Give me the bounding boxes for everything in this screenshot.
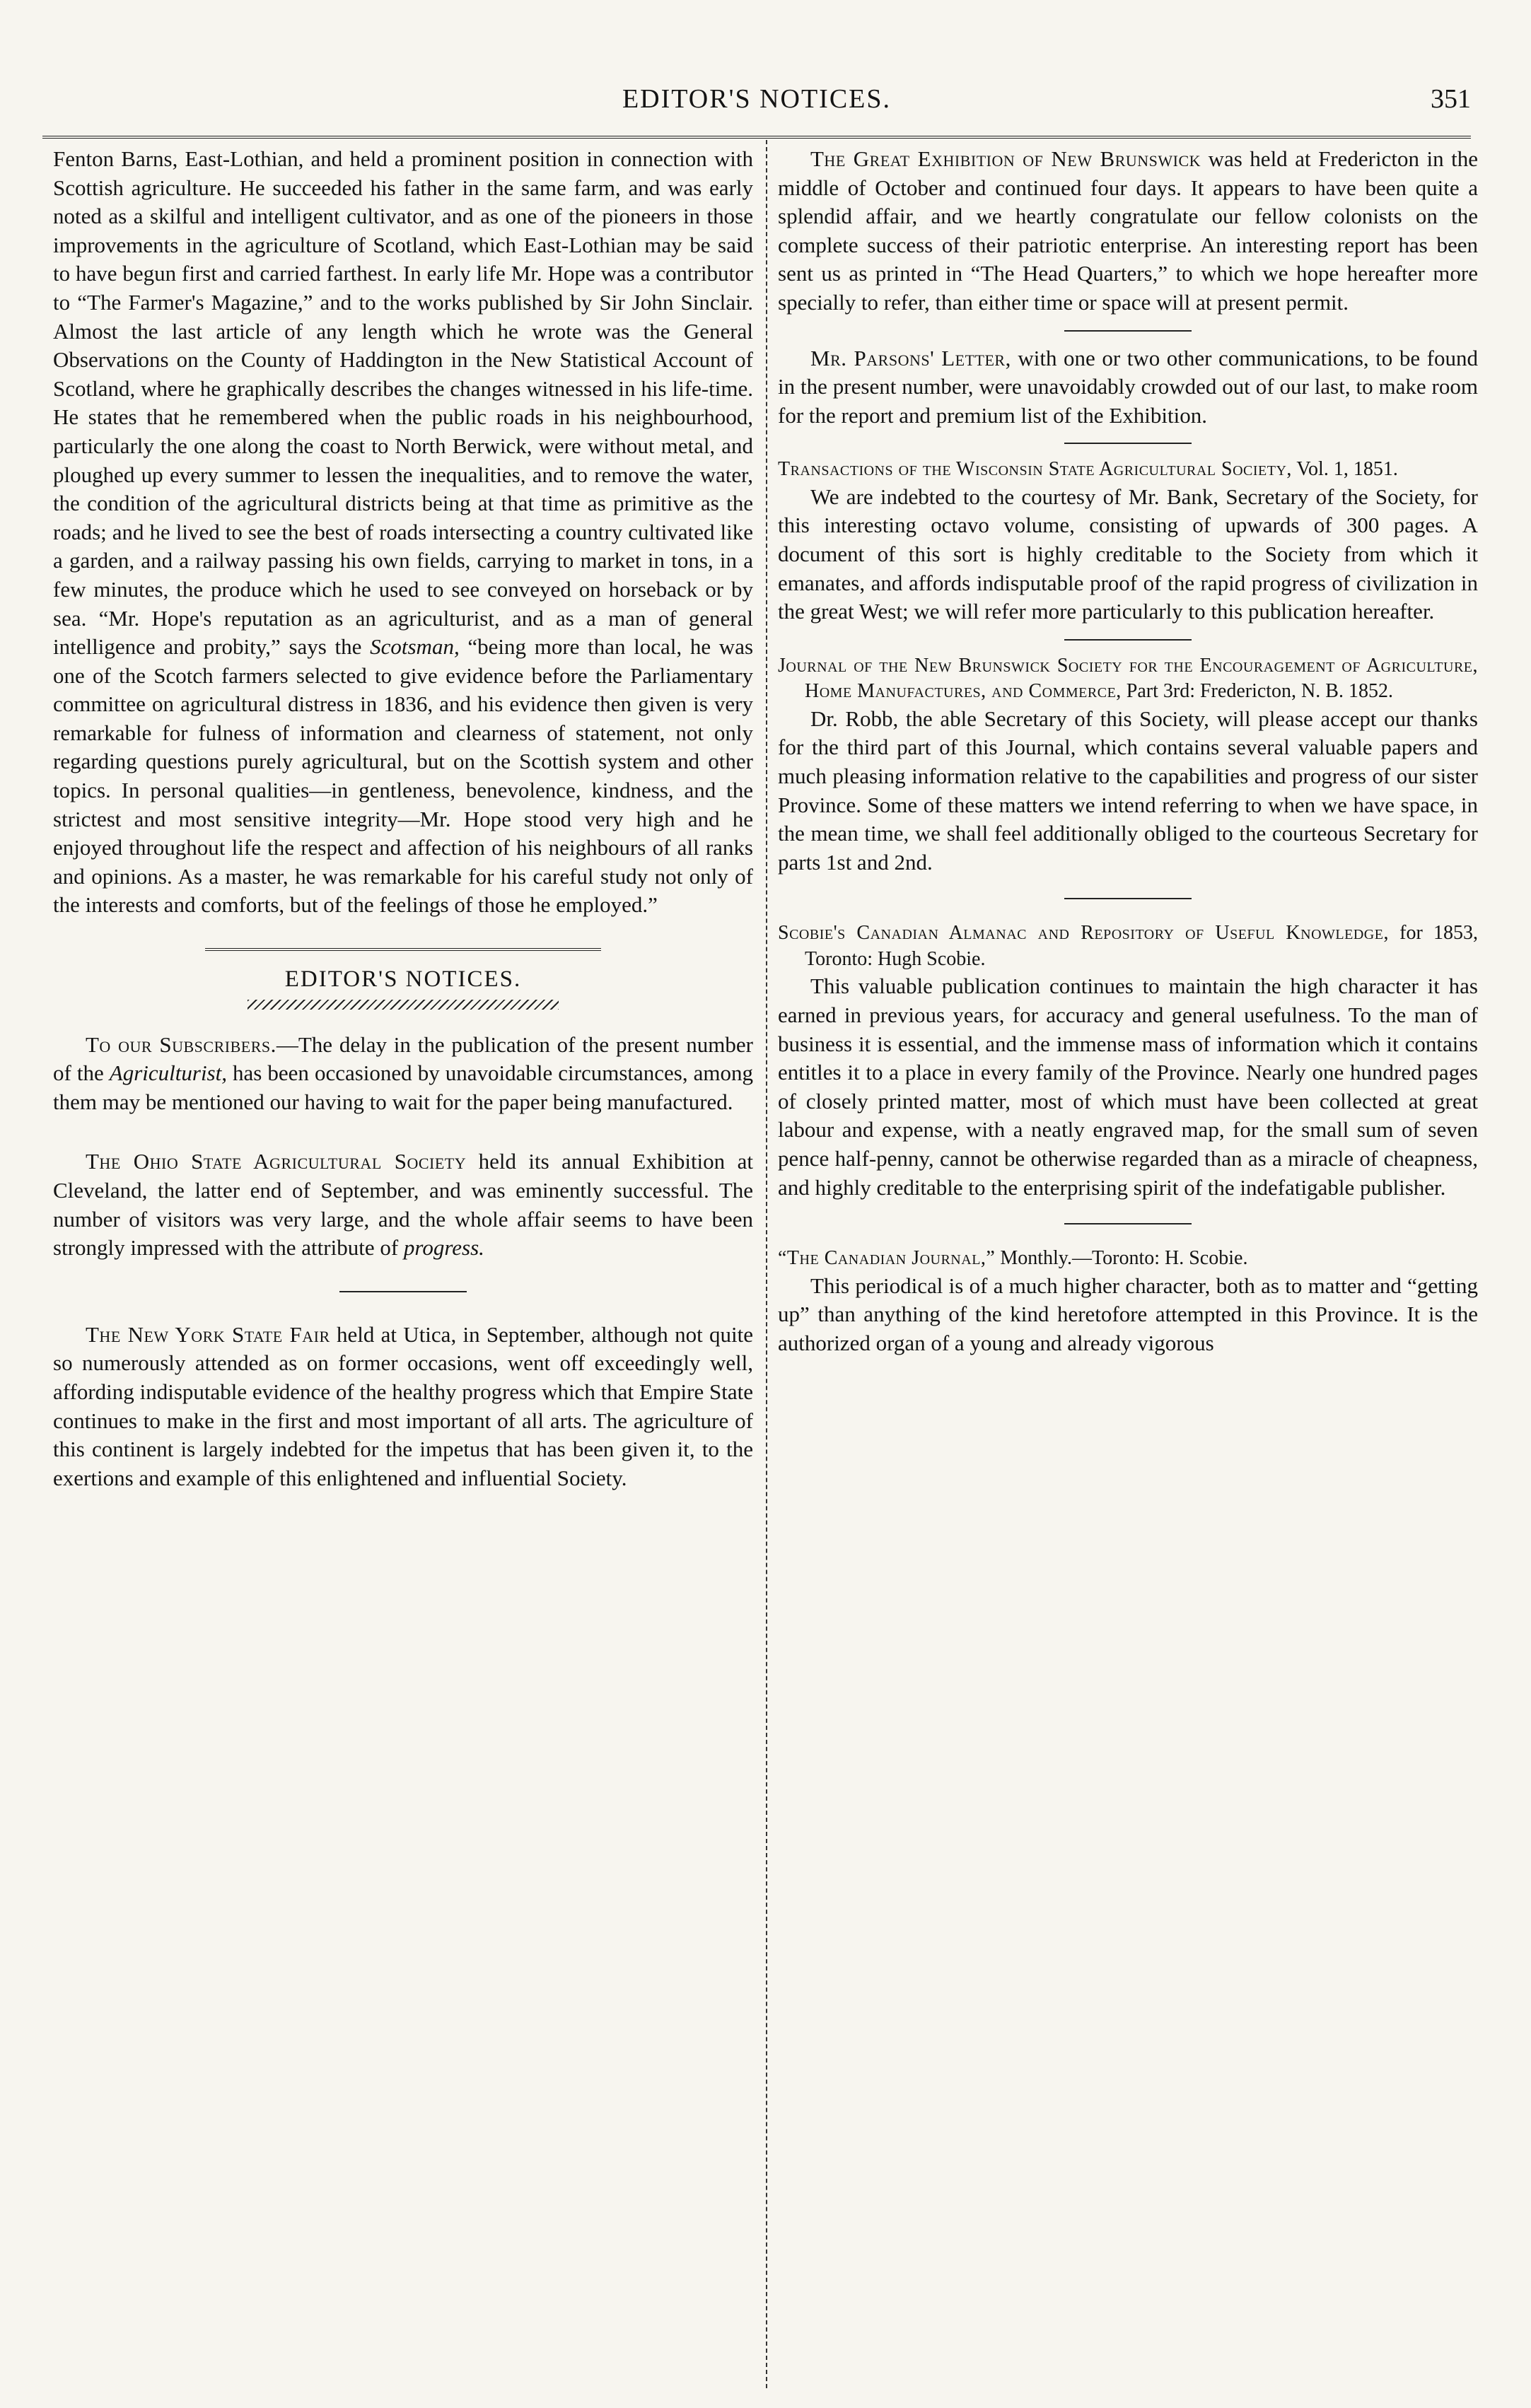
notice-text-end: has been occasioned by unavoidable circumstances, among them may be mentioned our having to wait for the paper being manufactured. [53,1060,754,1114]
decorative-rule [205,948,601,951]
notice-italic: Agriculturist, [109,1060,227,1086]
notice-subscribers [53,1031,753,1117]
obituary-continuation [53,145,753,920]
notice-text: held at Utica, in September, although not quite so numerously attended as on former occasions, went off exceedingly well, affording indisputable evidence of the healthy progress which that Empire State continues to make in the first and most important of all arts. The agriculture of this continent is largely indebted for the impetus that has been given it, to the exertions and example of this enlightened and influential Society. [53,1321,753,1490]
review-title: Transactions of the Wisconsin State Agricultural Society, [778,458,1292,481]
notice-separator [1064,330,1192,332]
wavy-ornament [248,1000,559,1010]
section-heading: EDITOR'S NOTICES. [284,966,522,993]
review-title-wisconsin [778,457,1478,483]
review-title: Journal of the New Brunswick Society for the Encouragement of Agriculture, Home Manufactures, and Commerce, [778,654,1478,703]
review-title-almanac [778,920,1478,972]
column-divider [766,140,767,2388]
notice-separator [1064,639,1192,641]
notice-great-exhibition [778,145,1478,317]
review-title-nb-journal [778,653,1478,705]
notice-text: held its annual Exhibition at Cleveland, the latter end of September, and was eminently successful. The number of visitors was very large, and the whole affair seems to have been strongly impressed with the attribute of [53,1149,754,1261]
spacer [53,1132,753,1147]
continuation-italic: Scotsman, [370,634,460,660]
review-title: “The Canadian Journal,” [778,1247,996,1270]
notice-lead: Mr. Parsons' Letter, [810,345,1011,370]
notice-new-york [53,1321,753,1493]
spacer [53,1116,753,1132]
notice-text: with one or two other communications, to be found in the present number, were unavoidably crowded out of our last, to make room for the report and premium list of the Exhibition. [778,345,1478,428]
review-title: Scobie's Canadian Almanac and Repository of Useful Knowledge, [778,922,1389,945]
notice-parsons [778,344,1478,431]
review-title-rest: for 1853, Toronto: Hugh Scobie. [805,922,1479,970]
review-wisconsin: We are indebted to the courtesy of Mr. Bank, Secretary of the Society, for this interesting octavo volume, consisting of upwards of 300 pages. A document of this sort is highly creditable to the Society from which it emanates, and affords indisputable proof of the rapid progress of civilization in the great West; we will refer more particularly to this publication hereafter. [778,484,1478,624]
notice-text: —The delay in the publication of the present number of the [53,1031,753,1086]
notice-separator [1064,1223,1192,1225]
notice-italic: progress. [403,1235,484,1261]
running-title: EDITOR'S NOTICES. [622,84,892,114]
review-title-rest: Monthly.—Toronto: H. Scobie. [1000,1247,1248,1270]
notice-lead: To our Subscribers. [86,1031,276,1057]
notice-text: was held at Fredericton in the middle of October and continued four days. It appears to have been quite a splendid affair, and we heartly congratulate our fellow colonists on the complete success of their patriotic enterprise. An interesting report has been sent us as printed in “The Head Quarters,” to which we hope hereafter more specially to refer, than either time or space will at present permit. [778,146,1478,315]
review-title-rest: Vol. 1, 1851. [1296,458,1398,481]
left-column [53,145,753,1492]
notice-separator [1064,443,1192,444]
review-title-canadian-journal [778,1246,1478,1272]
continuation-text: Fenton Barns, East-Lothian, and held a prominent position in connection with Scottish agriculture. He succeeded his father in the same farm, and was early noted as a skilful and intelligent cultivator, and as one of the pioneers in those improvements in the agriculture of Scotland, which East-Lothian may be said to have begun first and carried farthest. In early life Mr. Hope was a contributor to “The Farmer's Magazine,” and to the works published by Sir John Sinclair. Almost the last article of any length which he wrote was the General Observations on the County of Haddington in the New Statistical Account of Scotland, where he graphically describes the changes witnessed in his life-time. He states that he remembered when the public roads in his neighbourhood, particularly the one along the coast to North Berwick, were without metal, and ploughed up every summer to lessen the inequalities, and to remove the water, the condition of the agricultural districts being at that time as primitive as the roads; and he lived to see the best of roads intersecting a country cultivated like a garden, and a railway passing his own fields, carrying to market in tons, in a few minutes, the produce which he used to see conveyed on horseback or by sea. “Mr. Hope's reputation as an agriculturist, and as a man of general intelligence and probity,” says the [53,146,753,660]
notice-ohio [53,1147,753,1262]
right-column [778,145,1478,1357]
notice-lead: The New York State Fair [86,1321,330,1347]
notice-separator [1064,898,1192,899]
review-almanac: This valuable publication continues to maintain the high character it has earned in previous years, for accuracy and general usefulness. To the man of business it is essential, and the immense mass of information which it contains entitles it to a place in every family of the Province. Nearly one hundred pages of closely printed matter, most of which must have been collected at great labour and expense, with a neatly engraved map, for the small sum of seven pence half-penny, cannot be otherwise regarded than as a miracle of cheapness, and highly creditable to the enterprising spirit of the indefatigable publisher. [778,974,1478,1200]
notice-lead: The Great Exhibition of New Brunswick [810,146,1201,171]
notice-separator [339,1291,467,1292]
header-rule [42,136,1471,139]
page-header [42,83,1471,127]
review-nb-journal: Dr. Robb, the able Secretary of this Society, will please accept our thanks for the third part of this Journal, which contains several valuable papers and much pleasing information relative to the capabilities and progress of our sister Province. Some of these matters we intend referring to when we have space, in the mean time, we shall feel additionally obliged to the courteous Secretary for parts 1st and 2nd. [778,706,1478,875]
continuation-end: “being more than local, he was one of the Scotch farmers selected to give evidence before the Parliamentary committee on agricultural distress in 1836, and his evidence then given is very remarkable for fulness of information and clearness of statement, not only regarding questions purely agricultural, but on the Scottish system and other topics. In personal qualities—in gentleness, benevolence, kindness, and the strictest and most sensitive integrity—Mr. Hope stood very high and he enjoyed throughout life the respect and affection of his neighbours of all ranks and opinions. As a master, he was remarkable for his careful study not only of the interests and comforts, but of the feelings of those he employed.” [53,634,754,918]
review-canadian-journal: This periodical is of a much higher character, both as to matter and “getting up” than anything of the kind heretofore attempted in this Province. It is the authorized organ of a young and already vigorous [778,1273,1478,1355]
review-title-rest: Part 3rd: Fredericton, N. B. 1852. [1126,680,1393,703]
page-number: 351 [1431,84,1471,114]
notice-lead: The Ohio State Agricultural Society [86,1149,467,1174]
